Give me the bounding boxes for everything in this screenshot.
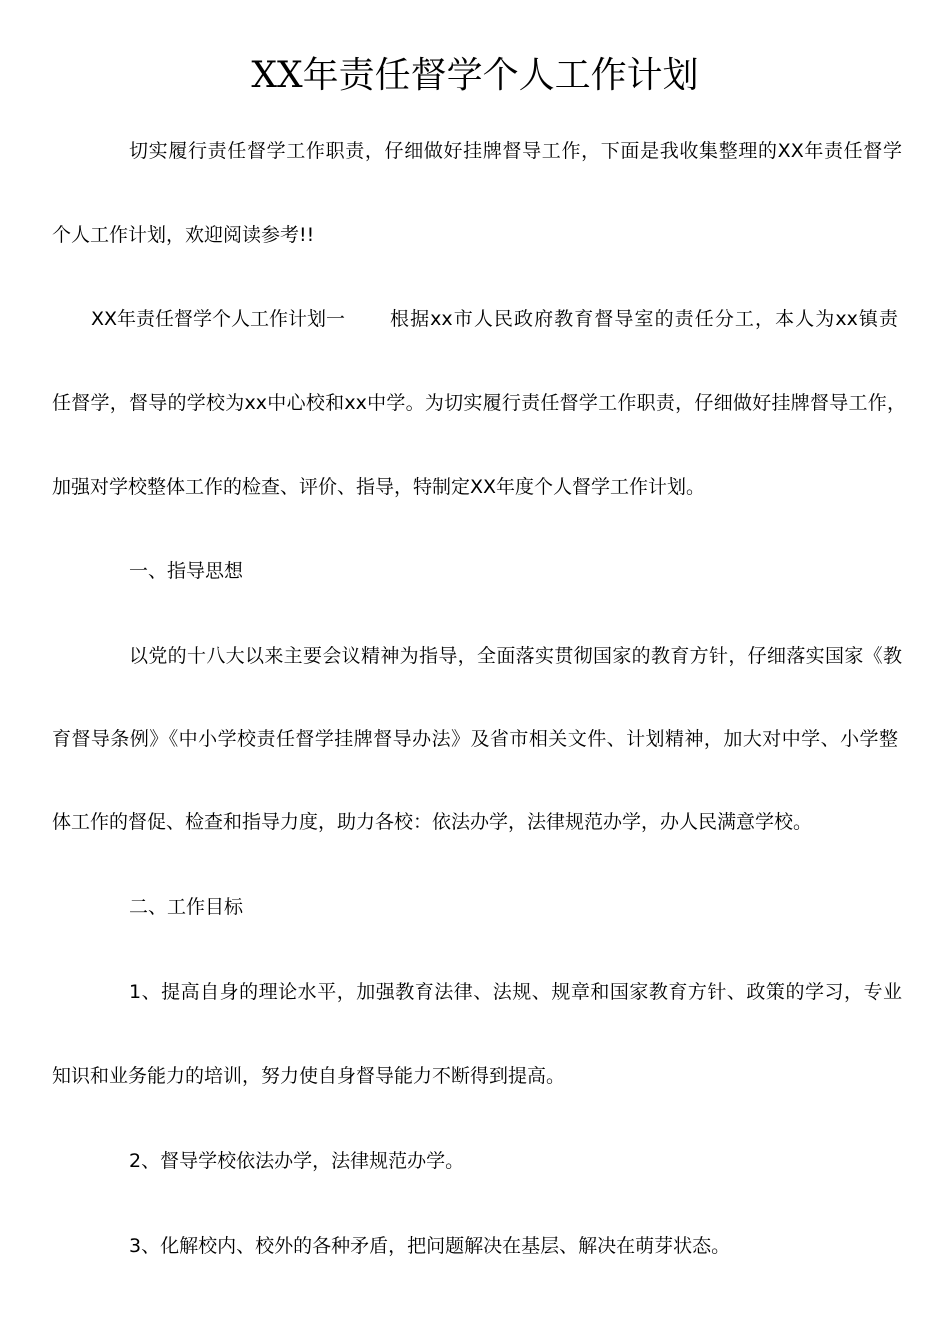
guiding-line-3: 体工作的督促、检查和指导力度，助力各校：依法办学，法律规范办学，办人民满意学校。 [52,811,813,833]
goals-heading: 二、工作目标 [129,896,244,918]
guiding-line-2: 育督导条例》《中小学校责任督学挂牌督导办法》及省市相关文件、计划精神，加大对中学、小学整 [52,728,898,750]
guiding-heading: 一、指导思想 [129,560,244,582]
section1-heading: XX年责任督学个人工作计划一 [91,308,346,330]
goal-item-1-line-2: 知识和业务能力的培训，努力使自身督导能力不断得到提高。 [52,1065,566,1087]
section1-line-3: 加强对学校整体工作的检查、评价、指导，特制定XX年度个人督学工作计划。 [52,476,706,498]
goal-item-1-line-1: 1、提高自身的理论水平，加强教育法律、法规、规章和国家教育方针、政策的学习，专业 [129,981,902,1003]
intro-line-1: 切实履行责任督学工作职责，仔细做好挂牌督导工作，下面是我收集整理的XX年责任督学 [129,140,902,162]
intro-line-2: 个人工作计划，欢迎阅读参考!! [52,224,315,246]
guiding-line-1: 以党的十八大以来主要会议精神为指导，全面落实贯彻国家的教育方针，仔细落实国家《教 [129,645,902,667]
section1-line-1: 根据xx市人民政府教育督导室的责任分工，本人为xx镇责 [390,308,898,330]
document-title: XX年责任督学个人工作计划 [251,55,699,96]
goal-item-2: 2、督导学校依法办学，法律规范办学。 [129,1150,465,1172]
goal-item-3: 3、化解校内、校外的各种矛盾，把问题解决在基层、解决在萌芽状态。 [129,1235,731,1257]
section1-line-2: 任督学，督导的学校为xx中心校和xx中学。为切实履行责任督学工作职责，仔细做好挂牌督导工作， [52,392,906,414]
